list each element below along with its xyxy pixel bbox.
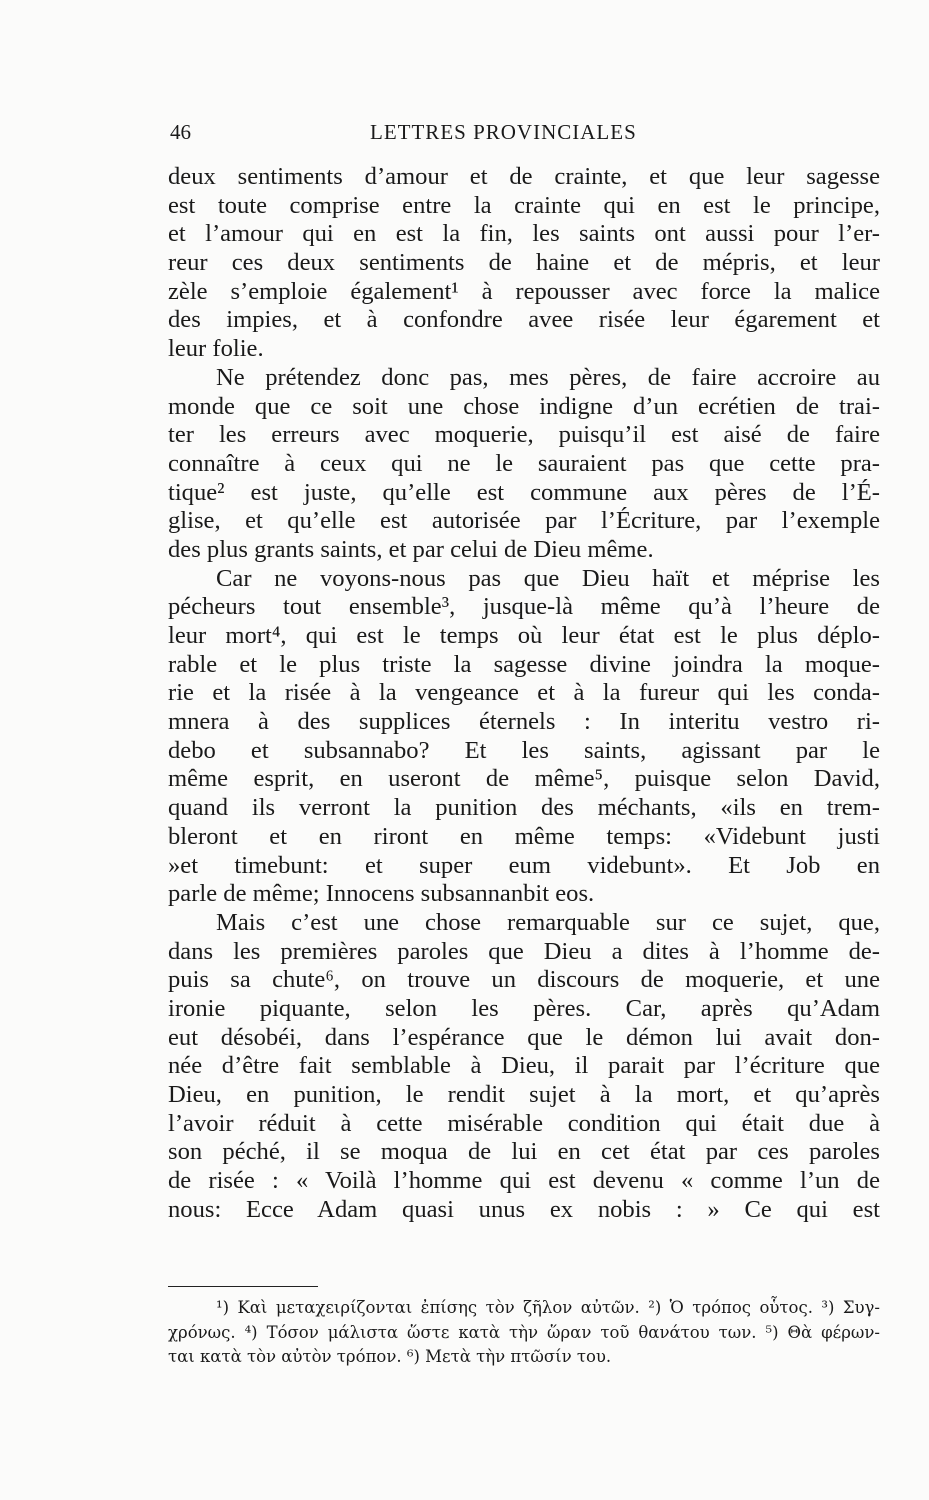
text-line: »et timebunt: et super eum videbunt». Et Job en (168, 851, 880, 879)
footnote-line: ται κατὰ τὸν αὐτὸν τρόπον. ⁶) Μετὰ τὴν πτῶσίν του. (168, 1347, 612, 1366)
text-line: rie et la risée à la vengeance et à la fureur qui les conda- (168, 679, 880, 707)
text-line: quand ils verront la punition des méchants, «ils en trem- (168, 794, 880, 822)
text-line: glise, et qu’elle est autorisée par l’Écriture, par l’exemple (168, 507, 880, 535)
text-line: même esprit, en useront de même⁵, puisque selon David, (168, 765, 880, 793)
text-line: mnera à des supplices éternels : In interitu vestro ri- (168, 708, 880, 736)
text-line: Car ne voyons-nous pas que Dieu haït et méprise les (216, 564, 880, 592)
footnote-line: ¹) Καὶ μεταχειρίζονται ἐπίσης τὸν ζῆλον αὐτῶν. ²) Ὁ τρόπος οὗτος. ³) Συγ- (216, 1298, 880, 1317)
text-line: de risée : « Voilà l’homme qui est devenu « comme l’un de (168, 1167, 880, 1195)
text-line: Ne prétendez donc pas, mes pères, de faire accroire au (216, 363, 880, 391)
body-text (168, 163, 880, 1224)
text-line: l’avoir réduit à cette misérable condition qui était due à (168, 1109, 880, 1137)
text-line: tique² est juste, qu’elle est commune aux pères de l’É- (168, 478, 880, 506)
text-line: pécheurs tout ensemble³, jusque-là même qu’à l’heure de (168, 593, 880, 621)
text-line: est toute comprise entre la crainte qui en est le principe, (168, 191, 880, 219)
text-line: ironie piquante, selon les pères. Car, après qu’Adam (168, 994, 880, 1022)
footnote-divider (168, 1286, 318, 1287)
text-line: zèle s’emploie également¹ à repousser avec force la malice (168, 277, 880, 305)
text-line: debo et subsannabo? Et les saints, agissant par le (168, 736, 880, 764)
text-line: des plus grants saints, et par celui de Dieu même. (168, 535, 654, 563)
footnotes (168, 1296, 880, 1370)
text-line: leur folie. (168, 335, 264, 363)
text-line: dans les premières paroles que Dieu a dites à l’homme de- (168, 937, 880, 965)
text-line: rable et le plus triste la sagesse divine joindra la moque- (168, 650, 880, 678)
text-line: puis sa chute⁶, on trouve un discours de moquerie, et une (168, 966, 880, 994)
text-line: son péché, il se moqua de lui en cet état par ces paroles (168, 1138, 880, 1166)
text-line: connaître à ceux qui ne le sauraient pas que cette pra- (168, 449, 880, 477)
text-line: nous: Ecce Adam quasi unus ex nobis : » Ce qui est (168, 1195, 880, 1223)
text-line: ter les erreurs avec moquerie, puisqu’il est aisé de faire (168, 421, 880, 449)
text-line: et l’amour qui en est la fin, les saints ont aussi pour l’er- (168, 220, 880, 248)
footnote-line: χρόνως. ⁴) Τόσον μάλιστα ὥστε κατὰ τὴν ὥραν τοῦ θανάτου των. ⁵) Θὰ φέρων- (168, 1322, 880, 1342)
text-line: monde que ce soit une chose indigne d’un ecrétien de trai- (168, 392, 880, 420)
text-line: bleront et en riront en même temps: «Videbunt justi (168, 822, 880, 850)
text-line: née d’être fait semblable à Dieu, il parait par l’écriture que (168, 1052, 880, 1080)
page-header (170, 120, 880, 150)
text-line: parle de même; Innocens subsannanbit eos. (168, 880, 595, 908)
page-number: 46 (170, 120, 191, 144)
running-title: LETTRES PROVINCIALES (370, 120, 637, 144)
text-line: leur mort⁴, qui est le temps où leur état est le plus déplo- (168, 622, 880, 649)
text-line: deux sentiments d’amour et de crainte, et que leur sagesse (168, 163, 880, 190)
text-line: des impies, et à confondre avee risée leur égarement et (168, 306, 880, 334)
text-line: Dieu, en punition, le rendit sujet à la mort, et qu’après (168, 1081, 880, 1108)
text-line: reur ces deux sentiments de haine et de mépris, et leur (168, 249, 880, 277)
text-line: eut désobéi, dans l’espérance que le démon lui avait don- (168, 1023, 880, 1051)
text-line: Mais c’est une chose remarquable sur ce sujet, que, (216, 908, 880, 936)
